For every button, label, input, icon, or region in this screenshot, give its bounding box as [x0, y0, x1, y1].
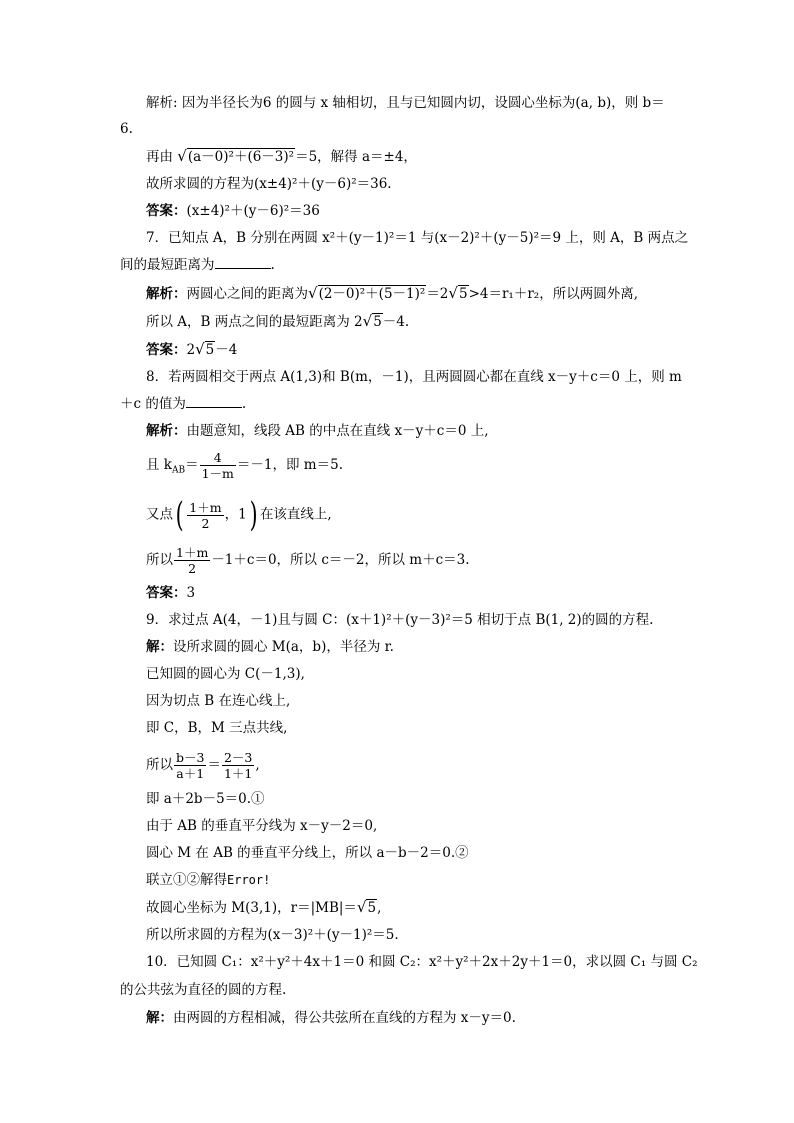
- solution-label: 解：: [146, 1010, 173, 1026]
- left-paren: (: [175, 495, 184, 535]
- text: 间的最短距离为: [120, 257, 215, 273]
- subscript: AB: [171, 465, 186, 476]
- solution-9-line-8: [146, 843, 674, 863]
- text: 又点: [146, 506, 173, 523]
- radical: √(2－0)²＋(5－1)²: [308, 284, 426, 302]
- solution-8-line-3: [146, 497, 674, 533]
- text: 已知圆的圆心为 C(－1,3),: [146, 666, 305, 682]
- solution-6-line-2: [146, 146, 674, 167]
- solution-9-line-9: [146, 870, 674, 890]
- text: 所以: [146, 552, 173, 568]
- answer-8: [146, 583, 674, 603]
- text: 再由: [146, 149, 178, 165]
- fraction: [174, 750, 206, 781]
- text: 由题意知，线段 AB 的中点在直线 x－y＋c＝0 上,: [186, 423, 489, 439]
- solution-label: 解：: [146, 639, 173, 655]
- text: ＝－1，即 m＝5.: [236, 457, 343, 473]
- answer-blank: [215, 256, 271, 269]
- question-10-line-2: [120, 980, 674, 1000]
- answer-value: 3: [186, 585, 196, 601]
- numerator: 4: [200, 450, 236, 466]
- denominator: 1＋1: [223, 766, 253, 781]
- radical: √(a－0)²＋(6－3)²: [177, 147, 295, 165]
- solution-8-line-1: [146, 421, 674, 441]
- solution-9-line-4: [146, 718, 674, 738]
- denominator: a＋1: [176, 766, 205, 781]
- radicand: 5: [205, 342, 215, 358]
- numerator: b－3: [176, 750, 205, 765]
- radicand: (a－0)²＋(6－3)²: [187, 149, 295, 165]
- answer-value: (x±4)²＋(y－6)²＝36: [186, 203, 320, 219]
- solution-6-text: 解析: 因为半径长为6 的圆与 x 轴相切，且与已知圆内切，设圆心坐标为(a, b)，则 b＝: [146, 95, 665, 111]
- text: 即 a＋2b－5＝0.①: [146, 791, 265, 807]
- question-7-line-1: [146, 228, 689, 248]
- solution-9-line-11: [146, 925, 674, 945]
- radical: √5: [448, 284, 468, 302]
- text: 设所求圆的圆心 M(a，b)，半径为 r.: [173, 639, 394, 655]
- question-10-text: 10．已知圆 C₁：x²＋y²＋4x＋1＝0 和圆 C₂：x²＋y²＋2x＋2y＋1＝0，求以圆 C₁ 与圆 C₂: [146, 954, 698, 970]
- text: －4: [215, 342, 238, 358]
- right-paren: ): [249, 495, 258, 535]
- text: ＋c 的值为: [120, 396, 186, 412]
- text: 所以: [146, 757, 173, 773]
- text: 两圆心之间的距离为: [186, 286, 308, 302]
- text: 2: [186, 342, 196, 358]
- text: 由两圆的方程相减，得公共弦所在直线的方程为 x－y＝0.: [173, 1010, 516, 1026]
- text: 所以所求圆的方程为(x－3)²＋(y－1)²＝5.: [146, 927, 399, 943]
- text: ＝5，解得 a＝±4，: [295, 149, 417, 165]
- question-8-line-1: [146, 367, 682, 387]
- radicand: 5: [373, 314, 382, 330]
- solution-10-line-1: [146, 1008, 674, 1028]
- text: 所以 A，B 两点之间的最短距离为 2: [146, 314, 363, 330]
- radical: √5: [195, 340, 215, 358]
- fraction: [174, 545, 210, 576]
- solution-8-line-4: [146, 545, 674, 576]
- numerator: 1＋m: [176, 545, 209, 560]
- question-8-line-2: [120, 394, 674, 414]
- numerator: 1＋m: [189, 499, 222, 515]
- radicand: 5: [367, 900, 377, 916]
- text: >4＝r₁＋r₂，所以两圆外离,: [468, 286, 638, 302]
- radicand: 5: [458, 286, 468, 302]
- solution-9-line-6: [146, 789, 674, 809]
- solution-9-line-10: [146, 897, 674, 918]
- question-9-text: 9．求过点 A(4，－1)且与圆 C：(x＋1)²＋(y－3)²＝5 相切于点 B(1, 2)的圆的方程.: [146, 612, 654, 628]
- text: ,: [377, 900, 382, 916]
- solution-9-line-3: [146, 691, 674, 711]
- error-text: Error!: [227, 873, 271, 887]
- text: 故圆心坐标为 M(3,1)，r＝|MB|＝: [146, 900, 357, 916]
- solution-7-line-2: [146, 311, 674, 332]
- text: 且 k: [146, 457, 172, 473]
- answer-label: 答案：: [146, 203, 187, 219]
- question-8-text: 8．若两圆相交于两点 A(1,3)和 B(m，－1)，且两圆圆心都在直线 x－y＋c＝0 上，则 m: [146, 369, 682, 385]
- text: .: [241, 396, 247, 412]
- solution-label: 解析：: [146, 286, 187, 302]
- numerator: 2－3: [223, 750, 253, 765]
- radical: √5: [362, 312, 382, 330]
- text: ＝: [185, 457, 199, 473]
- solution-9-line-5: [146, 750, 674, 781]
- solution-label: 解析：: [146, 423, 187, 439]
- denominator: 1－m: [201, 466, 234, 481]
- answer-blank: [186, 395, 242, 408]
- text: －1＋c＝0，所以 c＝－2，所以 m＋c＝3.: [211, 552, 470, 568]
- text: 由于 AB 的垂直平分线为 x－y－2＝0,: [146, 818, 378, 834]
- solution-6-text-cont: 6.: [120, 121, 133, 137]
- text: 在该直线上,: [259, 506, 332, 523]
- text: ＝2: [426, 286, 449, 302]
- solution-9-line-7: [146, 816, 674, 836]
- answer-label: 答案：: [146, 585, 187, 601]
- text: －4.: [382, 314, 410, 330]
- solution-7-line-1: [146, 283, 674, 304]
- question-10-text-cont: 的公共弦为直径的圆的方程.: [120, 982, 287, 998]
- solution-6-line-3: [146, 174, 674, 194]
- fraction: [222, 750, 254, 781]
- answer-6: [146, 201, 674, 221]
- text: ，1: [224, 506, 247, 523]
- answer-7: [146, 339, 674, 360]
- solution-6-line-1: [146, 93, 674, 113]
- solution-8-line-2: [146, 450, 674, 481]
- text: 联立①②解得: [146, 872, 227, 888]
- text: 圆心 M 在 AB 的垂直平分线上，所以 a－b－2＝0.②: [146, 845, 469, 861]
- solution-6-line-1-cont: [120, 119, 674, 139]
- radical: √5: [356, 898, 377, 916]
- fraction: [200, 450, 236, 481]
- text: ＝: [207, 757, 221, 773]
- solution-9-line-1: [146, 637, 674, 657]
- text: 因为切点 B 在连心线上,: [146, 693, 291, 709]
- text: .: [270, 257, 275, 273]
- text: ,: [255, 757, 260, 773]
- denominator: 2: [201, 515, 210, 531]
- question-9: [146, 610, 674, 630]
- solution-9-line-2: [146, 664, 674, 684]
- text: 故所求圆的方程为(x±4)²＋(y－6)²＝36.: [146, 176, 392, 192]
- question-7-text: 7．已知点 A，B 分别在两圆 x²＋(y－1)²＝1 与(x－2)²＋(y－5)²＝9 上，则 A，B 两点之: [146, 230, 689, 246]
- question-10-line-1: [146, 952, 698, 972]
- question-7-line-2: [120, 255, 674, 275]
- radicand: (2－0)²＋(5－1)²: [318, 286, 426, 302]
- answer-label: 答案：: [146, 342, 187, 358]
- denominator: 2: [188, 561, 197, 576]
- text: 即 C，B，M 三点共线,: [146, 720, 288, 736]
- fraction: [187, 500, 223, 531]
